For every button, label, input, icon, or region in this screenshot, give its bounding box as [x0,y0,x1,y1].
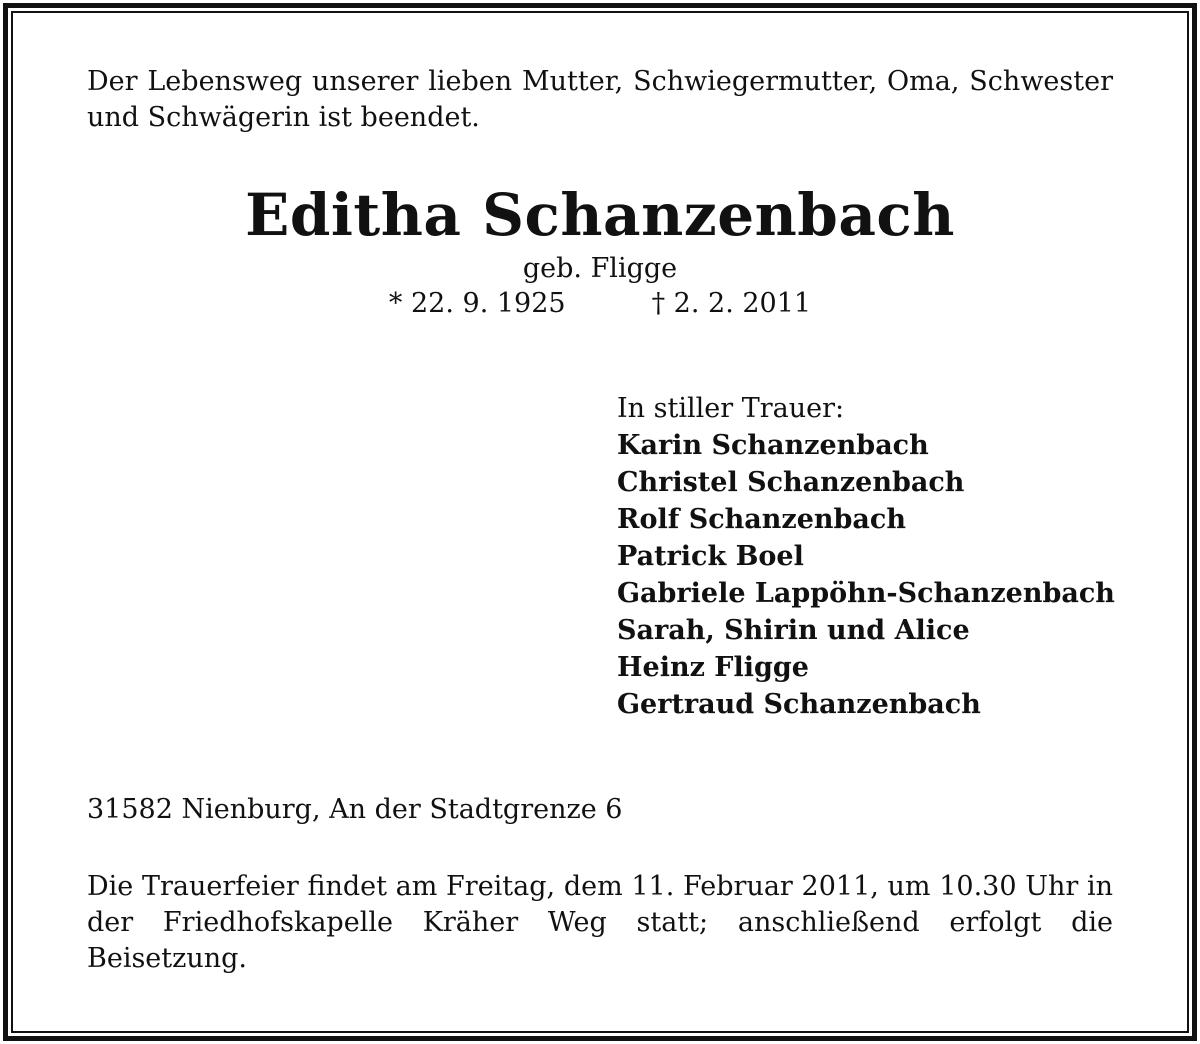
mourner-name: Patrick Boel [617,541,804,572]
intro-text: Der Lebensweg unserer lieben Mutter, Schwiegermutter, Oma, Schwester und Schwägerin ist beendet. [87,66,1113,133]
mourner-name: Rolf Schanzenbach [617,504,906,535]
deceased-name: Editha Schanzenbach [245,181,955,249]
address: 31582 Nienburg, An der Stadtgrenze 6 [87,794,623,825]
death-date: † 2. 2. 2011 [651,288,812,319]
life-dates [87,286,1113,322]
mourner-name: Christel Schanzenbach [617,467,965,498]
deceased-block [87,178,1113,322]
mourner-name: Sarah, Shirin und Alice [617,615,970,646]
maiden-name: geb. Fligge [522,253,678,284]
mourner-name: Heinz Fligge [617,652,809,683]
mourner-name: Karin Schanzenbach [617,430,929,461]
funeral-notice: Die Trauerfeier findet am Freitag, dem 11. Februar 2011, um 10.30 Uhr in der Friedhofskapelle Kräher Weg statt; anschließend erfolgt die Beisetzung. [87,871,1113,974]
mourner-name: Gertraud Schanzenbach [617,689,981,720]
mourner-name: Gabriele Lappöhn-Schanzenbach [617,578,1115,609]
birth-date: * 22. 9. 1925 [388,288,566,319]
mourners-heading: In stiller Trauer: [617,393,845,424]
mourners-list [617,390,1115,723]
